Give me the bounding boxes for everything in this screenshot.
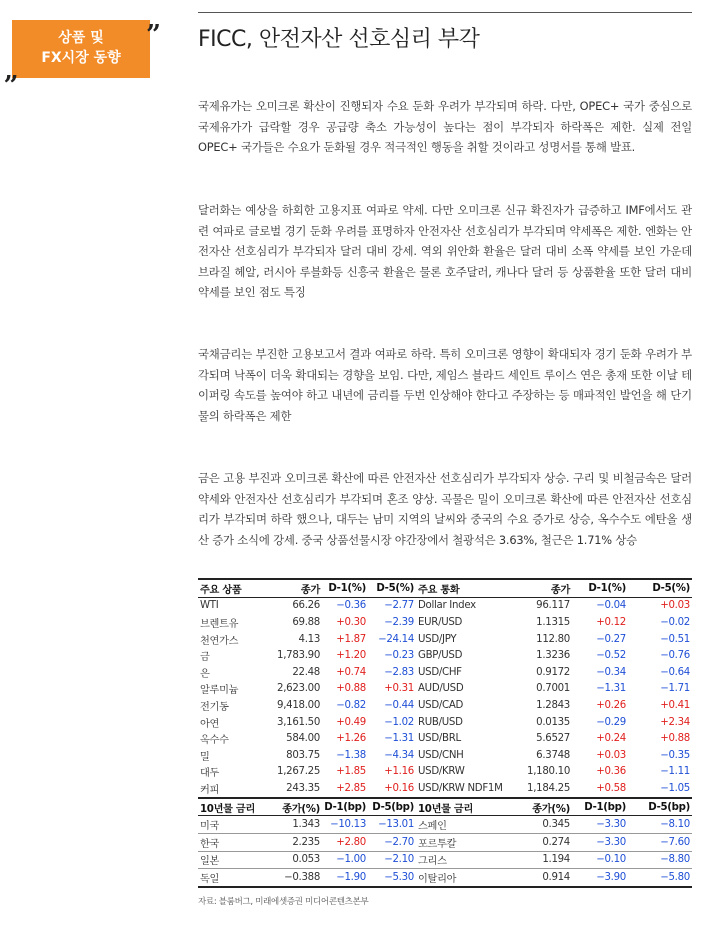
table-cell: +0.24	[596, 733, 626, 745]
table-cell: 1.3236	[536, 650, 570, 662]
table-cell: 알루미늄	[200, 685, 239, 697]
table-cell: 5.6527	[536, 733, 570, 745]
table-cell: RUB/USD	[418, 716, 463, 728]
section-badge	[12, 20, 150, 78]
table-cell: 96.117	[536, 600, 570, 612]
column-header: D-1(%)	[572, 579, 628, 597]
table-cell: +0.58	[596, 782, 626, 794]
bond-row	[198, 869, 692, 887]
table-cell: +1.87	[336, 633, 366, 645]
paragraph-dollar: 달러화는 예상을 하회한 고용지표 여파로 약세. 다만 오미크론 신규 확진자가 급증하고 IMF에서도 관련 여파로 글로벌 경기 둔화 우려를 표명하자 안전자산 선호심리가 부각되며 약세폭은 제한. 엔화는 안전자산 선호심리가 부각되자 달러 대비 강세. 역외 위안화 환율은 달러 대비 소폭 약세를 보인 가운데 브라질 헤알, 러시아 루블화등 신흥국 환율은 물론 호주달러, 캐나다 달러 등 상품환율 또한 달러 대비 약세를 보인 점도 특징	[198, 203, 692, 299]
bond-row	[198, 833, 692, 851]
table-cell: 커피	[200, 784, 220, 796]
column-header: 종가	[272, 579, 322, 597]
table-cell: USD/CHF	[418, 666, 462, 678]
table-cell: 2,623.00	[277, 683, 320, 695]
source-note: 자료: 블룸버그, 미래에셋증권 미디어콘텐츠본부	[198, 897, 369, 907]
table-cell: 아연	[200, 718, 220, 730]
table-cell: −0.35	[660, 749, 690, 761]
table-cell: 포르투칼	[416, 833, 508, 851]
table-cell: −0.51	[660, 633, 690, 645]
table-cell: +1.26	[336, 733, 366, 745]
table-cell: +0.03	[596, 749, 626, 761]
table-cell: +0.16	[384, 782, 414, 794]
table-cell: 독일	[198, 869, 272, 887]
column-header: D-1(bp)	[322, 798, 368, 816]
table-cell: 금	[200, 652, 210, 664]
table-cell: 9,418.00	[277, 699, 320, 711]
table-row	[198, 614, 692, 631]
table-cell: 0.7001	[536, 683, 570, 695]
table-cell: +0.30	[336, 616, 366, 628]
table-row	[198, 780, 692, 798]
table-cell: −5.80	[628, 869, 692, 887]
table-row	[198, 597, 692, 614]
table-cell: 1,184.25	[527, 782, 570, 794]
table-cell: Dollar Index	[418, 600, 476, 612]
top-rule	[198, 12, 692, 13]
table-cell: −2.83	[384, 666, 414, 678]
table-cell: −0.10	[572, 851, 628, 869]
bond-header-row	[198, 798, 692, 816]
table-cell: +2.80	[322, 833, 368, 851]
table-cell: −0.23	[384, 650, 414, 662]
table-cell: 1,267.25	[277, 766, 320, 778]
bond-row	[198, 851, 692, 869]
column-header: D-1(bp)	[572, 798, 628, 816]
table-cell: 112.80	[536, 633, 570, 645]
column-header: 종가(%)	[272, 798, 322, 816]
column-header: 주요 통화	[416, 579, 508, 597]
table-cell: +0.88	[336, 683, 366, 695]
table-cell: 대두	[200, 768, 220, 780]
table-cell: 1,783.90	[277, 650, 320, 662]
column-header: 종가(%)	[508, 798, 572, 816]
table-cell: −7.60	[628, 833, 692, 851]
table-cell: 이탈리아	[416, 869, 508, 887]
table-row	[198, 697, 692, 714]
table-cell: 0.914	[508, 869, 572, 887]
table-cell: 2.235	[272, 833, 322, 851]
table-cell: −1.90	[322, 869, 368, 887]
table-cell: 미국	[198, 816, 272, 834]
table-cell: −0.388	[272, 869, 322, 887]
table-cell: −2.70	[368, 833, 416, 851]
table-cell: USD/CAD	[418, 699, 464, 711]
table-cell: 일본	[198, 851, 272, 869]
table-cell: 1.343	[272, 816, 322, 834]
table-row	[198, 681, 692, 698]
table-cell: −0.34	[596, 666, 626, 678]
table-cell: −0.29	[596, 716, 626, 728]
table-cell: 1,180.10	[527, 766, 570, 778]
table-cell: −0.36	[336, 600, 366, 612]
table-cell: −0.27	[596, 633, 626, 645]
open-quote-mark: „	[4, 56, 19, 86]
table-cell: 브렌트유	[200, 618, 239, 630]
badge-line2: FX시장 동향	[41, 50, 121, 66]
table-cell: −10.13	[322, 816, 368, 834]
table-cell: +0.31	[384, 683, 414, 695]
table-cell: +1.16	[384, 766, 414, 778]
table-cell: −2.39	[384, 616, 414, 628]
table-cell: −1.71	[660, 683, 690, 695]
table-cell: GBP/USD	[418, 650, 463, 662]
table-cell: 한국	[198, 833, 272, 851]
table-cell: 584.00	[286, 733, 320, 745]
table-cell: −24.14	[378, 633, 414, 645]
table-cell: 0.0135	[536, 716, 570, 728]
table-cell: USD/JPY	[418, 633, 457, 645]
table-cell: 243.35	[286, 782, 320, 794]
table-cell: −0.52	[596, 650, 626, 662]
table-cell: −0.02	[660, 616, 690, 628]
table-cell: 밀	[200, 751, 210, 763]
table-cell: USD/KRW NDF1M	[418, 782, 503, 794]
table-cell: +0.74	[336, 666, 366, 678]
column-header: 주요 상품	[198, 579, 272, 597]
table-cell: 0.345	[508, 816, 572, 834]
table-cell: −13.01	[368, 816, 416, 834]
table-cell: −8.80	[628, 851, 692, 869]
page-title: FICC, 안전자산 선호심리 부각	[198, 27, 480, 52]
table-cell: −1.05	[660, 782, 690, 794]
table-cell: 0.053	[272, 851, 322, 869]
table-cell: +0.41	[660, 699, 690, 711]
column-header: 10년물 금리	[416, 798, 508, 816]
table-cell: −0.44	[384, 699, 414, 711]
paragraph-bonds: 국채금리는 부진한 고용보고서 결과 여파로 하락. 특히 오미크론 영향이 확대되자 경기 둔화 우려가 부각되며 낙폭이 더욱 확대되는 경향을 보임. 다만, 제임스 블라드 세인트 루이스 연은 총재 또한 이날 테이퍼링 속도를 높여야 하고 내년에 금리를 두번 인상해야 한다고 주장하는 등 매파적인 발언을 해 단기물의 하락폭은 제한	[198, 347, 692, 423]
table-cell: 6.3748	[536, 749, 570, 761]
column-header: 종가	[508, 579, 572, 597]
table-cell: −1.31	[596, 683, 626, 695]
table-cell: +2.34	[660, 716, 690, 728]
table-row	[198, 631, 692, 648]
table-cell: +0.49	[336, 716, 366, 728]
table-cell: +1.20	[336, 650, 366, 662]
table-cell: 66.26	[292, 600, 320, 612]
table-cell: +0.36	[596, 766, 626, 778]
table-cell: 1.2843	[536, 699, 570, 711]
table-row	[198, 647, 692, 664]
table-cell: USD/BRL	[418, 733, 461, 745]
column-header: 10년물 금리	[198, 798, 272, 816]
table-cell: 그리스	[416, 851, 508, 869]
table-cell: +0.26	[596, 699, 626, 711]
table-cell: −1.38	[336, 749, 366, 761]
table-cell: 천연가스	[200, 635, 239, 647]
table-cell: +1.85	[336, 766, 366, 778]
table-cell: USD/CNH	[418, 749, 464, 761]
table-cell: 전기동	[200, 701, 229, 713]
table-cell: −1.11	[660, 766, 690, 778]
paragraph-commodities: 금은 고용 부진과 오미크론 확산에 따른 안전자산 선호심리가 부각되자 상승. 구리 및 비철금속은 달러 약세와 안전자산 선호심리가 부각되며 혼조 양상. 곡물은 밀이 오미크론 확산에 따른 안전자산 선호심리가 부각되며 하락 했으나, 대두는 남미 지역의 날씨와 중국의 수요 증가로 상승, 옥수수도 에탄올 생산 증가 소식에 강세. 중국 상품선물시장 야간장에서 철광석은 3.63%, 철근은 1.71% 상승	[198, 471, 692, 547]
badge-line1: 상품 및	[58, 30, 104, 46]
table-cell: −3.30	[572, 833, 628, 851]
table-cell: AUD/USD	[418, 683, 464, 695]
table-cell: +2.85	[336, 782, 366, 794]
market-table	[198, 578, 692, 888]
table-cell: WTI	[200, 600, 219, 612]
table-cell: +0.88	[660, 733, 690, 745]
column-header: D-5(bp)	[628, 798, 692, 816]
paragraph-oil: 국제유가는 오미크론 확산이 진행되자 수요 둔화 우려가 부각되며 하락. 다만, OPEC+ 국가 중심으로 국제유가가 급락할 경우 공급량 축소 가능성이 높다는 점이 부각되자 하락폭은 제한. 실제 전일 OPEC+ 국가들은 수요가 둔화될 경우 적극적인 행동을 취할 것이라고 성명서를 통해 발표.	[198, 99, 692, 154]
table-cell: 은	[200, 668, 210, 680]
column-header: D-1(%)	[322, 579, 368, 597]
table-cell: 옥수수	[200, 735, 229, 747]
bond-row	[198, 816, 692, 834]
table-row	[198, 714, 692, 731]
table-cell: −0.64	[660, 666, 690, 678]
table-cell: 스페인	[416, 816, 508, 834]
table-row	[198, 764, 692, 781]
table-cell: 3,161.50	[277, 716, 320, 728]
table-cell: −8.10	[628, 816, 692, 834]
table-cell: 0.274	[508, 833, 572, 851]
table-cell: −3.90	[572, 869, 628, 887]
table-cell: −0.04	[596, 600, 626, 612]
table-cell: 4.13	[298, 633, 320, 645]
column-header: D-5(%)	[368, 579, 416, 597]
table-row	[198, 730, 692, 747]
table-cell: 0.9172	[536, 666, 570, 678]
table-cell: −3.30	[572, 816, 628, 834]
table-cell: 1.1315	[536, 616, 570, 628]
table-cell: −0.82	[336, 699, 366, 711]
table-cell: −1.31	[384, 733, 414, 745]
close-quote-mark: ”	[146, 20, 161, 50]
table-cell: −4.34	[384, 749, 414, 761]
table-cell: +0.03	[660, 600, 690, 612]
table-cell: EUR/USD	[418, 616, 463, 628]
column-header: D-5(%)	[628, 579, 692, 597]
table-cell: 69.88	[292, 616, 320, 628]
table-cell: −2.77	[384, 600, 414, 612]
table-cell: −0.76	[660, 650, 690, 662]
table-cell: −1.02	[384, 716, 414, 728]
table-cell: −1.00	[322, 851, 368, 869]
table-row	[198, 664, 692, 681]
table-cell: 22.48	[292, 666, 320, 678]
table-cell: −5.30	[368, 869, 416, 887]
column-header: D-5(bp)	[368, 798, 416, 816]
table-cell: USD/KRW	[418, 766, 465, 778]
table-cell: 1.194	[508, 851, 572, 869]
table-row	[198, 747, 692, 764]
table-cell: +0.12	[596, 616, 626, 628]
table-cell: −2.10	[368, 851, 416, 869]
market-header-row	[198, 579, 692, 597]
table-cell: 803.75	[286, 749, 320, 761]
